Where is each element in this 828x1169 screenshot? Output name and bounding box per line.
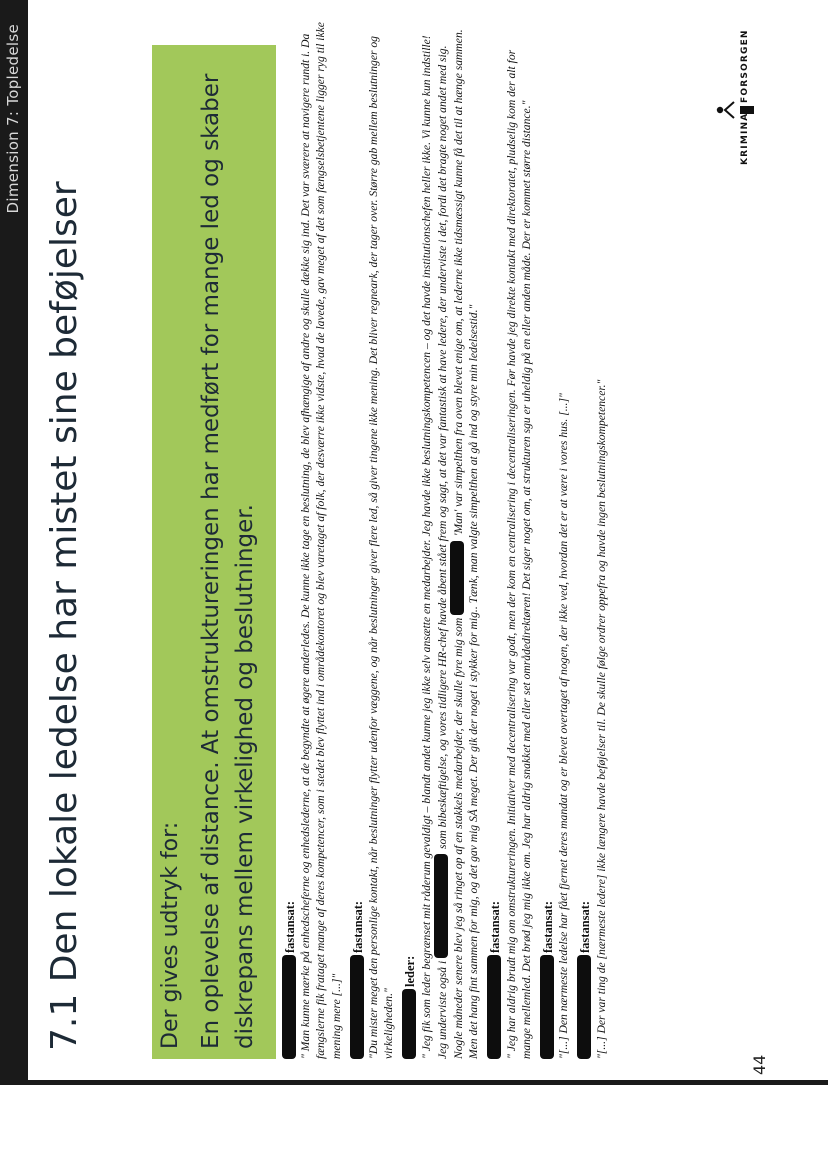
quote-block <box>282 19 344 1059</box>
quote-block <box>402 19 481 1059</box>
quote-text: " Jeg har aldrig brudt mig om omstruktureringen. Initiativer med decentralisering var godt, men der kom en centralisering i decentraliseringen. Før havde jeg direkte kontakt med direktoratet, pludselig kom der alt for mange mellemled. Det brød jeg mig ikke om. Jeg har aldrig snakket med eller set områdedirektøren! Det siger noget om, at strukturen sgu er uheldig på en eller anden måde. Der er kommet større distance." <box>504 49 533 1059</box>
redaction-mark <box>577 955 591 1059</box>
quote-text: "Du mister meget den personlige kontakt, når beslutninger flytter udenfor væggene, og når beslutninger giver flere led, så giver tingene ikke mening. Det bliver regneark, der tager over. Større gab mellem beslutninger og virkeligheden." <box>367 36 396 1059</box>
highlight-intro: Der gives udtryk for: <box>158 821 183 1049</box>
kriminalforsorgen-logo <box>716 29 762 165</box>
left-rule <box>0 1080 828 1085</box>
quote-speaker: fastansat: <box>350 900 365 953</box>
quote-text: som bibeskæftigelse, og vores tidligere HR-chef havde åbent stået frem og sagt, at det var fantastisk at have ledere, der underviste i det, fordi det bragte noget andet med sig. Nogle måneder senere blev jeg så ringet op af en stakkels medarbejder, der skulle fyre mig som <box>435 45 466 1059</box>
quotes-section <box>282 19 615 1059</box>
quote-text: " Man kunne mærke på enhedscheferne og enhedslederne, at de begyndte at øgere anderledes. De kunne ikke tage en beslutning, de blev afhængige af andre og skulle dække sig ind. Det var sværere at navigere rundt i. Da fængslerne fik frataget mange af deres kompetencer, som i stedet blev flyttet ind i områdekontoret og blev varetaget af folk, der desværre ikke vidste, hvad de lavede, gav meget af det som fængselsbetjentene ligger ryg til ikke mening mere [...]" <box>299 22 343 1059</box>
redaction-mark <box>350 955 364 1059</box>
page-number: 44 <box>750 1054 769 1075</box>
redaction-mark <box>282 955 296 1059</box>
page-title: 7.1 Den lokale ledelse har mistet sine beføjelser <box>44 181 85 1051</box>
quote-speaker: leder: <box>403 955 418 987</box>
quote-block <box>577 19 608 1059</box>
quote-text: " Jeg fik som leder begrænset mit råderum gevaldigt – blandt andet kunne jeg ikke selv ansætte en medarbejder. Jeg havde ikke beslutningskompetencen – og det havde institutionschefen heller ikke. Vi kunne kun indstille! Jeg underviste også i <box>419 35 449 1059</box>
highlight-box <box>152 45 276 1059</box>
quote-text: "[...] Den nærmeste ledelse har fået fjernet deres mandat og er blevet overtaget af nogen, der ikke ved, hvordan det er at være i vores hus. [...]" <box>557 393 571 1059</box>
quote-text: 'Man' var simpelthen fra oven blevet enige om, at lederne ikke tidsmæssigt kunne få det til at hænge sammen. Men det hang fint sammen for mig, og det gav mig SÅ meget. Der gik der noget i stykker for mig.. Tænk, man valgte simpelthen at gå ind og styre min ledelsestid." <box>452 29 481 1059</box>
quote-block <box>540 19 571 1059</box>
redaction-mark <box>402 989 416 1059</box>
quote-speaker: fastansat: <box>488 900 503 953</box>
quote-speaker: fastansat: <box>283 900 297 953</box>
section-label: Dimension 7: Topledelse <box>4 24 22 214</box>
redaction-mark <box>540 955 554 1059</box>
logo-word-right: FORSORGEN <box>740 29 750 103</box>
logo-word-left: KRIMINAL <box>740 105 750 165</box>
figure-icon <box>716 101 756 119</box>
quote-speaker: fastansat: <box>541 900 556 953</box>
quote-speaker: fastansat: <box>578 900 593 953</box>
quote-block <box>350 19 397 1059</box>
redaction-mark <box>450 541 464 615</box>
redaction-mark <box>487 955 501 1059</box>
quote-text: "[...] Der var ting de [nærmeste ledere] ikke længere havde beføjelser til. De skulle følge ordrer oppefra og havde ingen beslutningskompetencer." <box>594 379 608 1059</box>
header-bar <box>0 0 28 1085</box>
quote-block <box>487 19 534 1059</box>
redaction-mark <box>434 854 448 958</box>
highlight-statement: En oplevelse af distance. At omstruktureringen har medført for mange led og skaber diskrepans mellem virkelighed og beslutninger. <box>198 73 258 1049</box>
